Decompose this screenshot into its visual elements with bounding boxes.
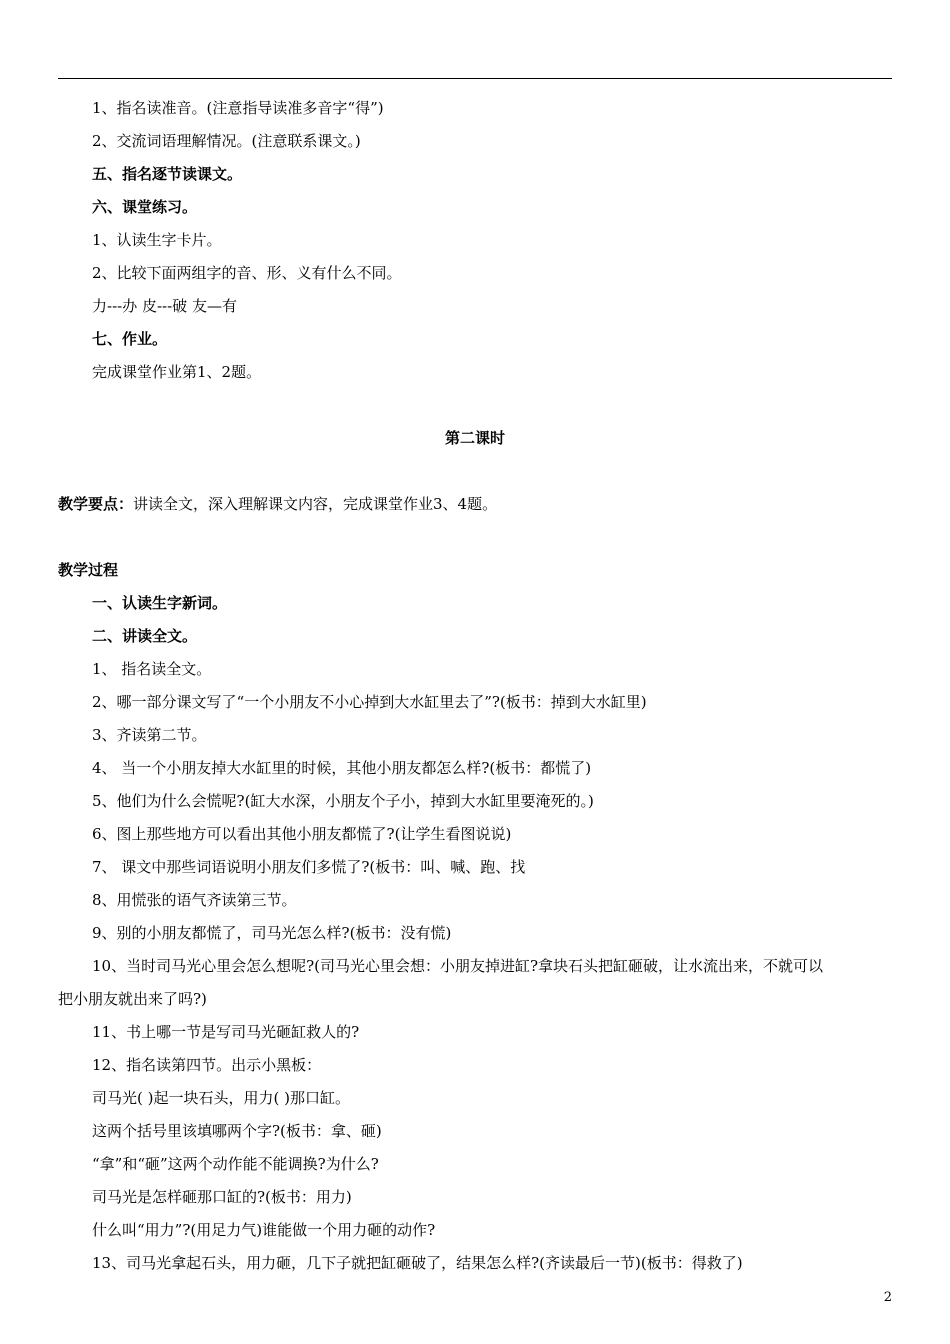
process-line: 13、司马光拿起石头，用力砸，几下子就把缸砸破了，结果怎么样?(齐读最后一节)(板书：得救了) xyxy=(92,1254,743,1272)
text-line: 1、认读生字卡片。 xyxy=(92,231,222,249)
section-title: 第二课时 xyxy=(444,429,505,447)
process-heading: 二、讲读全文。 xyxy=(92,627,198,645)
process-line: 3、齐读第二节。 xyxy=(92,726,207,744)
key-points xyxy=(58,488,892,521)
process-line: 6、图上那些地方可以看出其他小朋友都慌了?(让学生看图说说) xyxy=(92,825,512,843)
process-line: 2、哪一部分课文写了“一个小朋友不小心掉到大水缸里去了”?(板书：掉到大水缸里) xyxy=(92,693,647,711)
process-line: “拿”和“砸”这两个动作能不能调换?为什么? xyxy=(92,1155,379,1173)
text-line: 2、比较下面两组字的音、形、义有什么不同。 xyxy=(92,264,402,282)
process-heading: 一、认读生字新词。 xyxy=(92,594,228,612)
process-line: 什么叫“用力”?(用足力气)谁能做一个用力砸的动作? xyxy=(92,1221,436,1239)
process-title: 教学过程 xyxy=(58,561,119,579)
process-line-continued: 把小朋友就出来了吗?) xyxy=(58,990,207,1008)
process-line: 司马光是怎样砸那口缸的?(板书：用力) xyxy=(92,1188,352,1206)
process-line: 1、 指名读全文。 xyxy=(92,660,212,678)
process-line: 5、他们为什么会慌呢?(缸大水深，小朋友个子小，掉到大水缸里要淹死的。) xyxy=(92,792,594,810)
document-body xyxy=(58,92,892,1280)
process-line: 9、别的小朋友都慌了，司马光怎么样?(板书：没有慌) xyxy=(92,924,452,942)
key-points-text: 讲读全文，深入理解课文内容，完成课堂作业3、4题。 xyxy=(133,495,498,513)
process-line: 司马光( )起一块石头，用力( )那口缸。 xyxy=(92,1089,350,1107)
process-line: 10、当时司马光心里会怎么想呢?(司马光心里会想：小朋友掉进缸?拿块石头把缸砸破，让水流出来，不就可以 xyxy=(92,957,824,975)
page-number: 2 xyxy=(883,1290,892,1305)
heading-7: 七、作业。 xyxy=(92,330,168,348)
heading-6: 六、课堂练习。 xyxy=(92,198,198,216)
process-line: 7、 课文中那些词语说明小朋友们多慌了?(板书：叫、喊、跑、找 xyxy=(92,858,526,876)
key-points-label: 教学要点： xyxy=(58,495,134,513)
process-line: 这两个括号里该填哪两个字?(板书：拿、砸) xyxy=(92,1122,382,1140)
process-line: 8、用慌张的语气齐读第三节。 xyxy=(92,891,297,909)
heading-5: 五、指名逐节读课文。 xyxy=(92,165,243,183)
text-line: 1、指名读准音。(注意指导读准多音字“得”) xyxy=(92,99,384,117)
process-line: 12、指名读第四节。出示小黑板： xyxy=(92,1056,322,1074)
text-line: 2、交流词语理解情况。(注意联系课文。) xyxy=(92,132,361,150)
text-line: 力---办 皮---破 友—有 xyxy=(92,297,237,315)
header-rule xyxy=(58,78,892,79)
text-line: 完成课堂作业第1、2题。 xyxy=(92,363,262,381)
process-line: 4、 当一个小朋友掉大水缸里的时候，其他小朋友都怎么样?(板书：都慌了) xyxy=(92,759,592,777)
process-line: 11、书上哪一节是写司马光砸缸救人的? xyxy=(92,1023,360,1041)
